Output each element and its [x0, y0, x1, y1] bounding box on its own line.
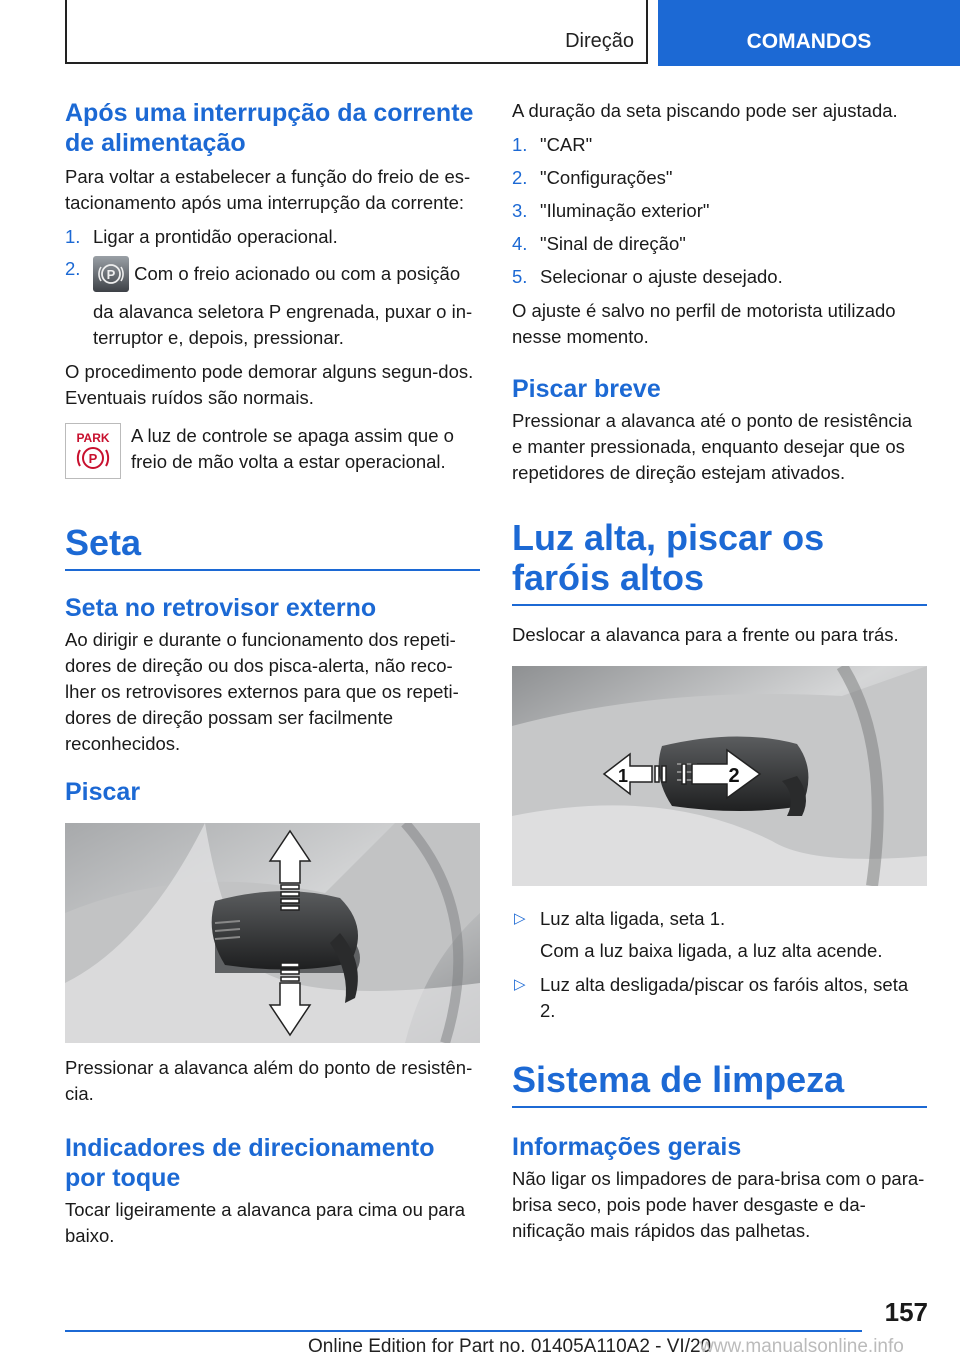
- park-warning: [65, 423, 480, 493]
- step-number: 2.: [65, 258, 81, 279]
- page-number: 157: [884, 1297, 928, 1327]
- list-item: [512, 972, 927, 1024]
- bullet-subtext: Com a luz baixa ligada, a luz alta acende.: [540, 940, 883, 961]
- retrovisor-text: Ao dirigir e durante o funcionamento dos repeti-dores de direção ou dos pisca-alerta, não reco-lher os retrovisores externos para que os repeti-dores de direção possam ser facilmente reconhecidos.: [65, 629, 459, 754]
- list-item: [65, 256, 480, 351]
- list-item: [512, 231, 927, 257]
- bullet-text: Luz alta ligada, seta 1.: [540, 908, 726, 929]
- watermark: www.manualsonline.info: [700, 1336, 904, 1357]
- luz-alta-text: Deslocar a alavanca para a frente ou para trás.: [512, 624, 899, 645]
- limpeza-heading: Sistema de limpeza: [512, 1060, 927, 1108]
- luz-alta-bullets: [512, 906, 927, 1024]
- step-number: 5.: [512, 266, 528, 287]
- park-label: PARK: [76, 431, 110, 445]
- step-number: 4.: [512, 233, 528, 254]
- edition-text: Online Edition for Part no. 01405A110A2 - VI/20: [308, 1336, 712, 1357]
- ajuste-intro: A duração da seta piscando pode ser ajustada.: [512, 100, 898, 121]
- procedure-note: O procedimento pode demorar alguns segun-dos. Eventuais ruídos são normais.: [65, 361, 474, 408]
- piscar-breve-heading: Piscar breve: [512, 375, 661, 403]
- piscar-text: Pressionar a alavanca além do ponto de resistên-cia.: [65, 1057, 473, 1104]
- apos-heading: Após uma interrupção da corrente de alimentação: [65, 99, 474, 157]
- park-light-icon: [65, 423, 121, 479]
- step-text: Com o freio acionado ou com a posição da alavanca seletora P engrenada, puxar o in-terruptor e, depois, pressionar.: [93, 263, 473, 348]
- step-number: 1.: [65, 226, 81, 247]
- perfil-text: O ajuste é salvo no perfil de motorista utilizado nesse momento.: [512, 300, 896, 347]
- step-text: "Iluminação exterior": [540, 200, 710, 221]
- parking-brake-button-icon: [93, 256, 129, 299]
- list-item: [512, 906, 927, 964]
- chapter-tab[interactable]: COMANDOS: [658, 0, 960, 66]
- header-box: [65, 0, 648, 64]
- list-item: [512, 198, 927, 224]
- svg-text:P: P: [88, 451, 98, 466]
- list-item: [512, 165, 927, 191]
- piscar-heading: Piscar: [65, 778, 141, 806]
- apos-steps: [65, 224, 480, 351]
- info-gerais-heading: Informações gerais: [512, 1133, 742, 1161]
- list-item: [65, 224, 480, 250]
- seta-heading: Seta: [65, 523, 480, 571]
- toque-text: Tocar ligeiramente a alavanca para cima ou para baixo.: [65, 1199, 466, 1246]
- svg-text:P: P: [106, 267, 116, 282]
- luz-alta-photo: [512, 666, 927, 886]
- arrow-label-1: 1: [617, 766, 629, 786]
- step-number: 3.: [512, 200, 528, 221]
- step-text: Selecionar o ajuste desejado.: [540, 266, 783, 287]
- footer-divider: [65, 1330, 862, 1332]
- step-text: "CAR": [540, 134, 593, 155]
- piscar-breve-text: Pressionar a alavanca até o ponto de resistência e manter pressionada, enquanto desejar que os repetidores de direção estejam ativados.: [512, 410, 913, 483]
- header-section-title: Direção: [565, 30, 634, 52]
- info-gerais-text: Não ligar os limpadores de para-brisa com o para-brisa seco, pois pode haver desgaste e da-nificação mais rápidos das palhetas.: [512, 1168, 925, 1241]
- apos-intro: Para voltar a estabelecer a função do freio de es-tacionamento após uma interrupção da corrente:: [65, 166, 471, 213]
- triangle-bullet-icon: ▷: [514, 910, 526, 927]
- ajuste-steps: [512, 132, 927, 290]
- step-number: 1.: [512, 134, 528, 155]
- retrovisor-heading: Seta no retrovisor externo: [65, 594, 377, 622]
- bullet-text: Luz alta desligada/piscar os faróis altos, seta 2.: [540, 974, 909, 1021]
- luz-alta-heading: Luz alta, piscar os faróis altos: [512, 518, 927, 606]
- list-item: [512, 264, 927, 290]
- step-text: Ligar a prontidão operacional.: [93, 226, 338, 247]
- toque-heading: Indicadores de direcionamento por toque: [65, 1134, 435, 1192]
- list-item: [512, 132, 927, 158]
- right-column: [512, 98, 927, 1244]
- step-number: 2.: [512, 167, 528, 188]
- step-text: "Sinal de direção": [540, 233, 686, 254]
- triangle-bullet-icon: ▷: [514, 976, 526, 993]
- piscar-photo: [65, 823, 480, 1043]
- step-text: "Configurações": [540, 167, 673, 188]
- left-column: [65, 98, 480, 1249]
- arrow-label-2: 2: [728, 765, 740, 787]
- park-light-text: A luz de controle se apaga assim que o freio de mão volta a estar operacional.: [131, 425, 454, 472]
